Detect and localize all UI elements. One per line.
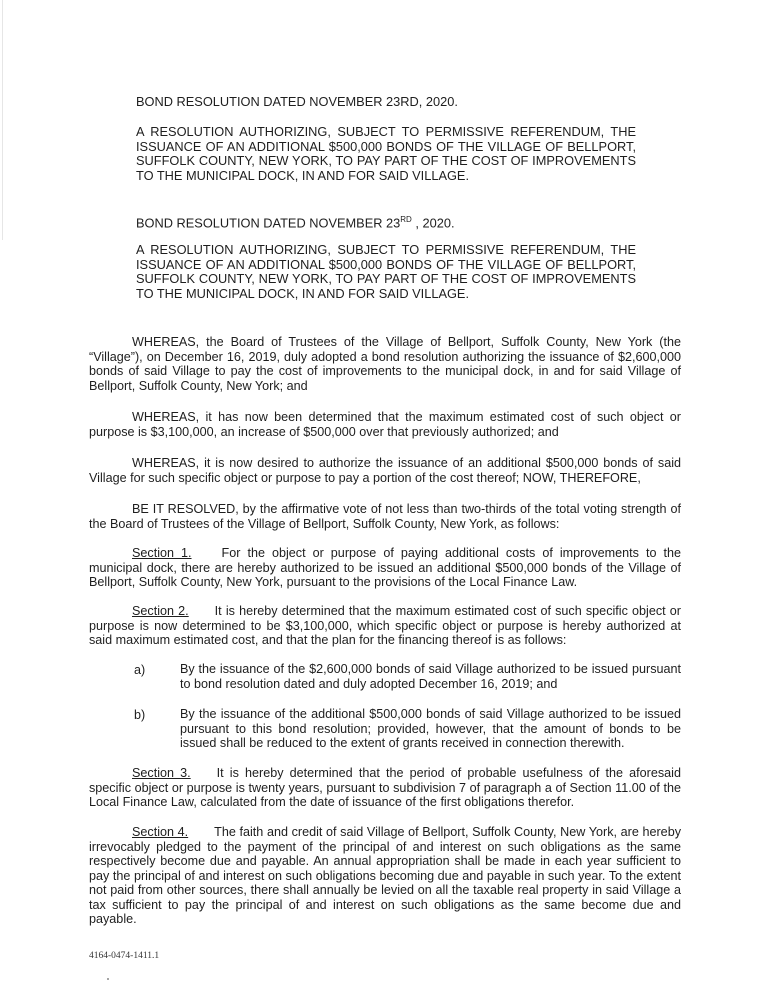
section-heading: Section 1. [132, 546, 192, 560]
resolution-title: A RESOLUTION AUTHORIZING, SUBJECT TO PERMISSIVE REFERENDUM, THE ISSUANCE OF AN ADDITIONAL $500,000 BONDS OF THE VILLAGE OF BELLPORT, SUFFOLK COUNTY, NEW YORK, TO PAY PART OF THE COST OF IMPROVEMENTS TO THE MUNICIPAL DOCK, IN AND FOR SAID VILLAGE. [136, 124, 636, 183]
section-3: Section 3. It is hereby determined that the period of probable usefulness of the aforesaid specific object or purpose is twenty years, pursuant to subdivision 7 of paragraph a of Section 11.00 of the Local Finance Law, calculated from the date of issuance of the first obligations therefor. [89, 766, 681, 809]
resolved-paragraph: BE IT RESOLVED, by the affirmative vote of not less than two-thirds of the total voting strength of the Board of Trustees of the Village of Bellport, Suffolk County, New York, as follows: [89, 502, 681, 531]
section-heading: Section 4. [132, 825, 189, 839]
scan-edge [2, 0, 3, 240]
item-label-a: a) [134, 663, 146, 677]
resolution-date-heading-2: BOND RESOLUTION DATED NOVEMBER 23RD , 2020. [136, 215, 455, 231]
scan-speck [107, 978, 109, 980]
section-4: Section 4. The faith and credit of said Village of Bellport, Suffolk County, New York, are hereby irrevocably pledged to the payment of the principal of and interest on such obligations as the same respectively become due and payable. An annual appropriation shall be made in each year sufficient to pay the principal of and interest on such obligations becoming due and payable in such year. To the extent not paid from other sources, there shall annually be levied on all the taxable real property in said Village a tax sufficient to pay the principal of and interest on such obligations as the same become due and payable. [89, 825, 681, 926]
item-text-b: By the issuance of the additional $500,000 bonds of said Village authorized to be issued pursuant to this bond resolution; provided, however, that the amount of bonds to be issued shall be reduced to the extent of grants received in connection therewith. [180, 707, 681, 750]
item-label-b: b) [134, 708, 146, 722]
resolution-title-2: A RESOLUTION AUTHORIZING, SUBJECT TO PERMISSIVE REFERENDUM, THE ISSUANCE OF AN ADDITIONAL $500,000 BONDS OF THE VILLAGE OF BELLPORT, SUFFOLK COUNTY, NEW YORK, TO PAY PART OF THE COST OF IMPROVEMENTS TO THE MUNICIPAL DOCK, IN AND FOR SAID VILLAGE. [136, 242, 636, 301]
whereas-paragraph-2: WHEREAS, it has now been determined that the maximum estimated cost of such object or purpose is $3,100,000, an increase of $500,000 over that previously authorized; and [89, 410, 681, 439]
item-text-a: By the issuance of the $2,600,000 bonds of said Village authorized to be issued pursuant to bond resolution dated and duly adopted December 16, 2019; and [180, 662, 681, 691]
section-heading: Section 3. [132, 766, 191, 780]
resolution-date-heading: BOND RESOLUTION DATED NOVEMBER 23RD, 2020. [136, 94, 458, 109]
whereas-paragraph-3: WHEREAS, it is now desired to authorize the issuance of an additional $500,000 bonds of said Village for such specific object or purpose to pay a portion of the cost thereof; NOW, THEREFORE, [89, 456, 681, 485]
section-2: Section 2. It is hereby determined that the maximum estimated cost of such specific object or purpose is now determined to be $3,100,000, which specific object or purpose is hereby authorized at said maximum estimated cost, and that the plan for the financing thereof is as follows: [89, 604, 681, 647]
whereas-paragraph-1: WHEREAS, the Board of Trustees of the Village of Bellport, Suffolk County, New York (the “Village”), on December 16, 2019, duly adopted a bond resolution authorizing the issuance of $2,600,000 bonds of said Village to pay the cost of improvements to the municipal dock, in and for said Village of Bellport, Suffolk County, New York; and [89, 335, 681, 393]
section-1: Section 1. For the object or purpose of paying additional costs of improvements to the municipal dock, there are hereby authorized to be issued an additional $500,000 bonds of the Village of Bellport, Suffolk County, New York, pursuant to the provisions of the Local Finance Law. [89, 546, 681, 589]
document-footer-id: 4164-0474-1411.1 [89, 951, 160, 961]
section-heading: Section 2. [132, 604, 189, 618]
